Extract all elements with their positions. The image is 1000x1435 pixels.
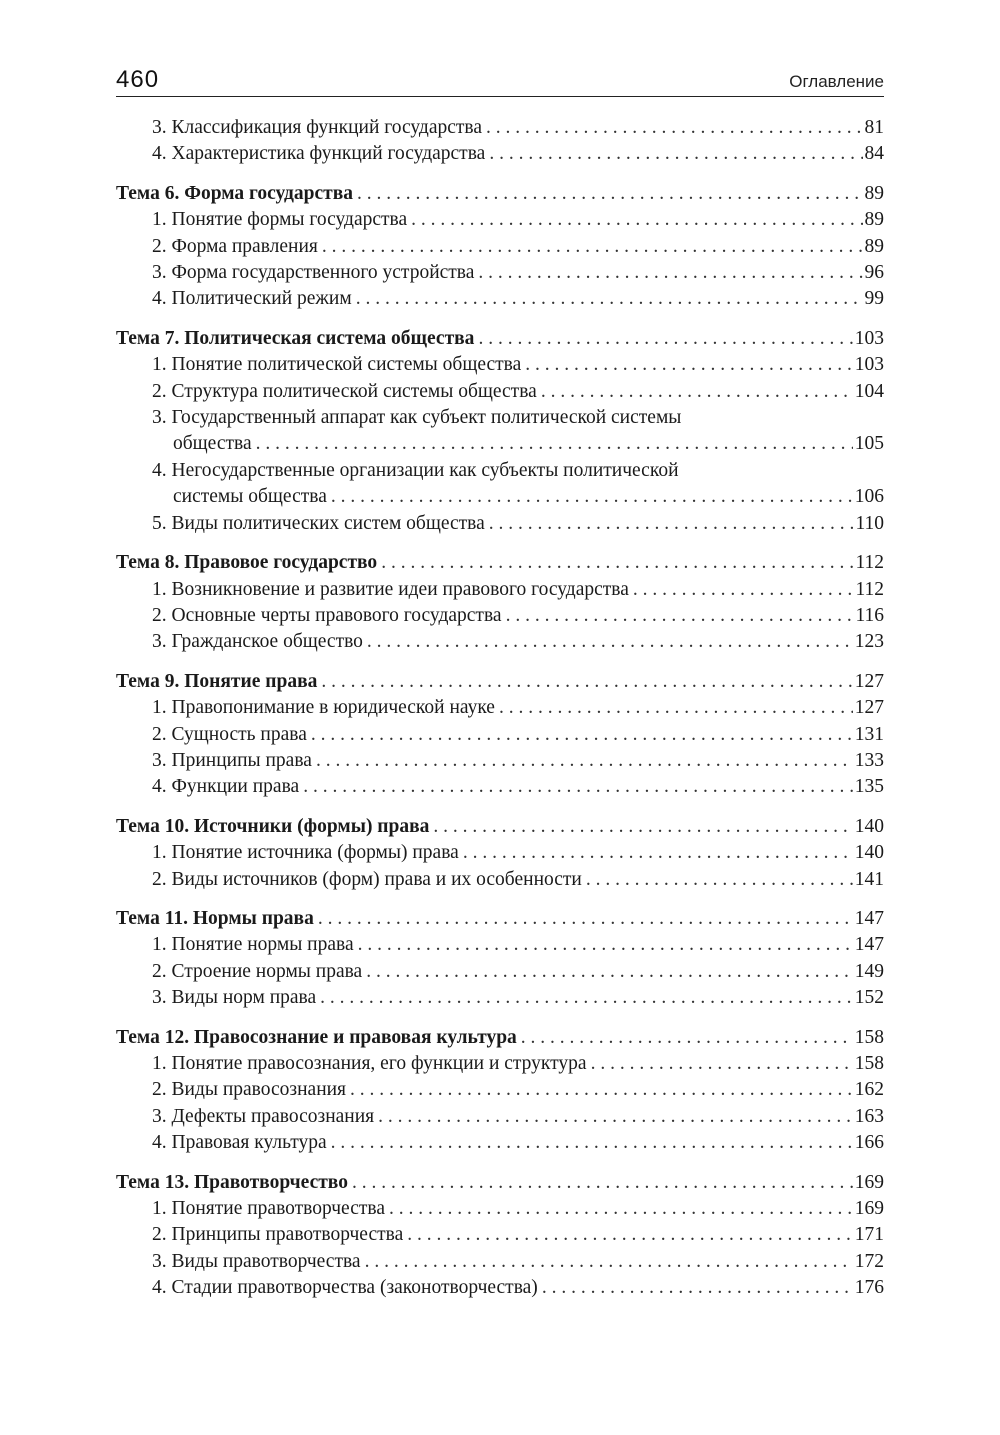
- toc-section-entry[interactable]: 2. Принципы правотворчества . . . 171: [116, 1222, 884, 1248]
- toc-section-entry[interactable]: 3. Гражданское общество . . . 123: [116, 629, 884, 655]
- toc-section-entry[interactable]: 3. Принципы права . . . 133: [116, 748, 884, 774]
- toc-section-entry[interactable]: 1. Понятие правотворчества . . . 169: [116, 1196, 884, 1222]
- toc-section-entry[interactable]: 4. Правовая культура . . . 166: [116, 1130, 884, 1156]
- toc-section-entry[interactable]: 1. Понятие правосознания, его функции и структура . . . 158: [116, 1051, 884, 1077]
- toc-topic-6[interactable]: Тема 6. Форма государства . . . 89: [116, 181, 884, 207]
- toc-section-entry[interactable]: 2. Структура политической системы общества . . . 104: [116, 379, 884, 405]
- toc-section-entry[interactable]: 3. Форма государственного устройства . . . 96: [116, 260, 884, 286]
- toc-section-entry[interactable]: 2. Строение нормы права . . . 149: [116, 959, 884, 985]
- toc-topic-12[interactable]: Тема 12. Правосознание и правовая культура . . . 158: [116, 1025, 884, 1051]
- toc-section-entry[interactable]: 2. Виды источников (форм) права и их особенности . . . 141: [116, 867, 884, 893]
- toc-section-entry[interactable]: 3. Классификация функций государства . . . 81: [116, 115, 884, 141]
- toc-section-entry[interactable]: 4. Стадии правотворчества (законотворчества) . . . 176: [116, 1275, 884, 1301]
- toc-section-entry[interactable]: 2. Форма правления . . . 89: [116, 234, 884, 260]
- toc-section-entry[interactable]: 3. Виды правотворчества . . . 172: [116, 1249, 884, 1275]
- toc-section-entry[interactable]: 3. Виды норм права . . . 152: [116, 985, 884, 1011]
- toc-section-entry[interactable]: 1. Понятие политической системы общества . . . 103: [116, 352, 884, 378]
- toc-topic-10[interactable]: Тема 10. Источники (формы) права . . . 140: [116, 814, 884, 840]
- toc-topic-7[interactable]: Тема 7. Политическая система общества . . . 103: [116, 326, 884, 352]
- toc-section-entry[interactable]: 2. Сущность права . . . 131: [116, 722, 884, 748]
- running-head: Оглавление: [789, 72, 884, 91]
- toc-section-entry[interactable]: 1. Понятие нормы права . . . 147: [116, 932, 884, 958]
- toc-section-entry[interactable]: 4. Характеристика функций государства . . . 84: [116, 141, 884, 167]
- page-header: [116, 64, 884, 97]
- toc-topic-13[interactable]: Тема 13. Правотворчество . . . 169: [116, 1170, 884, 1196]
- toc-section-entry[interactable]: 4. Функции права . . . 135: [116, 774, 884, 800]
- toc-section-entry-wrapped[interactable]: 4. Негосударственные организации как субъекты политической системы общества . . . 106: [116, 458, 884, 511]
- toc-section-entry[interactable]: 5. Виды политических систем общества . . . 110: [116, 511, 884, 537]
- toc-topic-9[interactable]: Тема 9. Понятие права . . . 127: [116, 669, 884, 695]
- toc-section-entry[interactable]: 1. Возникновение и развитие идеи правового государства . . . 112: [116, 577, 884, 603]
- toc-section-entry[interactable]: 1. Понятие формы государства . . . 89: [116, 207, 884, 233]
- toc-section-entry[interactable]: 4. Политический режим . . . 99: [116, 286, 884, 312]
- toc-topic-11[interactable]: Тема 11. Нормы права . . . 147: [116, 906, 884, 932]
- toc-section-entry[interactable]: 2. Виды правосознания . . . 162: [116, 1077, 884, 1103]
- toc-section-entry[interactable]: 3. Дефекты правосознания . . . 163: [116, 1104, 884, 1130]
- table-of-contents: [116, 115, 884, 1302]
- toc-section-entry-wrapped[interactable]: 3. Государственный аппарат как субъект политической системы общества . . . 105: [116, 405, 884, 458]
- toc-section-entry[interactable]: 2. Основные черты правового государства . . . 116: [116, 603, 884, 629]
- page-number: 460: [116, 66, 160, 93]
- toc-section-entry[interactable]: 1. Понятие источника (формы) права . . . 140: [116, 840, 884, 866]
- toc-topic-8[interactable]: Тема 8. Правовое государство . . . 112: [116, 550, 884, 576]
- toc-section-entry[interactable]: 1. Правопонимание в юридической науке . . . 127: [116, 695, 884, 721]
